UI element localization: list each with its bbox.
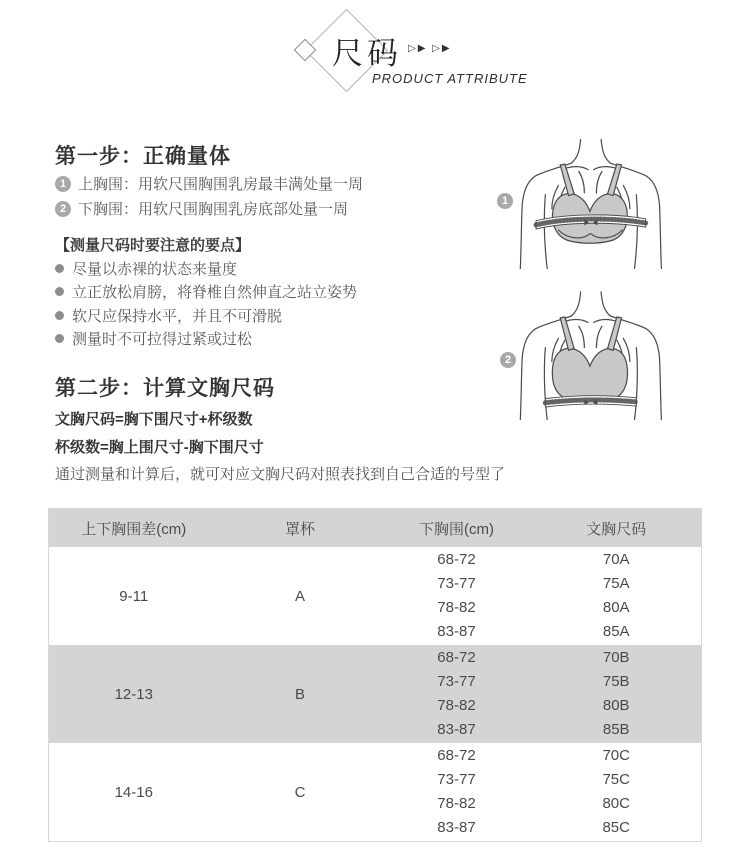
bra-size-value: 80B xyxy=(602,697,630,714)
underbust-value: 78-82 xyxy=(437,697,476,714)
column-header-bra-size: 文胸尺码 xyxy=(586,520,647,538)
bra-size-values xyxy=(531,547,701,645)
page-subtitle: PRODUCT ATTRIBUTE xyxy=(372,71,528,86)
formula-cup-grade: 杯级数=胸上围尺寸-胸下围尺寸 xyxy=(55,439,264,456)
underbust-value: 68-72 xyxy=(437,550,476,568)
column-header-bust-diff: 上下胸围差(cm) xyxy=(81,520,187,538)
note-item-1 xyxy=(55,258,237,279)
underbust-values xyxy=(382,547,532,645)
underbust-value: 68-72 xyxy=(437,746,476,764)
step1-item-1 xyxy=(55,173,363,194)
header-text xyxy=(332,28,528,86)
underbust-value: 73-77 xyxy=(437,672,476,690)
underbust-value: 68-72 xyxy=(437,648,476,666)
table-row-cup-a xyxy=(49,547,701,645)
bra-size-value: 70C xyxy=(602,746,630,764)
step1-heading: 第一步：正确量体 xyxy=(55,145,231,168)
step1-item-1-text: 上胸围：用软尺围胸围乳房最丰满处量一周 xyxy=(78,176,364,193)
step1-item-2 xyxy=(55,198,348,219)
note-item-2 xyxy=(55,281,357,302)
number-2-badge: 2 xyxy=(55,201,71,217)
table-intro-text: 通过测量和计算后，就可对应文胸尺码对照表找到自己合适的号型了 xyxy=(55,466,506,483)
bullet-dot-icon xyxy=(55,264,64,273)
step2-heading: 第二步：计算文胸尺码 xyxy=(55,377,275,400)
diff-value: 12-13 xyxy=(114,685,153,703)
column-header-cup: 罩杯 xyxy=(285,520,316,538)
size-chart-table xyxy=(48,508,702,842)
underbust-values xyxy=(382,743,532,841)
bra-upper-bust-illustration xyxy=(510,139,668,274)
underbust-values xyxy=(382,645,532,743)
underbust-value: 73-77 xyxy=(437,574,476,592)
bra-size-value: 75C xyxy=(602,770,630,788)
bra-under-bust-illustration xyxy=(510,290,668,425)
note-2-text: 立正放松肩膀，将脊椎自然伸直之站立姿势 xyxy=(72,284,358,301)
note-1-text: 尽量以赤裸的状态来量度 xyxy=(72,261,238,278)
bra-size-value: 85C xyxy=(602,819,630,837)
bullet-dot-icon xyxy=(55,311,64,320)
bra-size-value: 85A xyxy=(602,623,630,641)
underbust-value: 78-82 xyxy=(437,795,476,812)
bra-size-values xyxy=(531,743,701,841)
page-title: 尺码 xyxy=(332,36,402,71)
section-header xyxy=(0,0,750,110)
column-header-underbust: 下胸围(cm) xyxy=(418,520,494,538)
underbust-value: 83-87 xyxy=(437,819,476,837)
number-1-badge: 1 xyxy=(55,176,71,192)
diff-value: 9-11 xyxy=(119,587,149,605)
bra-size-value: 70B xyxy=(602,648,630,666)
bra-size-value: 80A xyxy=(602,599,630,616)
underbust-value: 78-82 xyxy=(437,599,476,616)
note-4-text: 测量时不可拉得过紧或过松 xyxy=(72,331,253,348)
table-header-row xyxy=(49,509,701,547)
cup-value: A xyxy=(295,587,306,605)
cup-value: B xyxy=(295,685,306,703)
step1-item-2-text: 下胸围：用软尺围胸围乳房底部处量一周 xyxy=(78,201,349,218)
cup-value: C xyxy=(294,783,306,801)
illustration-1-badge: 1 xyxy=(497,193,513,209)
note-3-text: 软尺应保持水平，并且不可滑脱 xyxy=(72,307,283,325)
formula-bra-size: 文胸尺码=胸下围尺寸+杯级数 xyxy=(55,411,253,428)
illustration-2-badge: 2 xyxy=(500,352,516,368)
underbust-value: 83-87 xyxy=(437,623,476,641)
bra-size-value: 75A xyxy=(602,574,630,592)
bra-size-value: 75B xyxy=(602,672,630,690)
bullet-dot-icon xyxy=(55,334,64,343)
underbust-value: 83-87 xyxy=(437,721,476,739)
underbust-value: 73-77 xyxy=(437,770,476,788)
bra-size-value: 70A xyxy=(602,550,630,568)
note-item-3 xyxy=(55,305,282,326)
diff-value: 14-16 xyxy=(114,783,153,801)
arrow-icons: ▷▶ ▷▶ xyxy=(408,42,452,54)
bra-size-value: 85B xyxy=(602,721,630,739)
note-item-4 xyxy=(55,328,252,349)
notes-heading: 【测量尺码时要注意的要点】 xyxy=(55,237,251,254)
table-row-cup-c xyxy=(49,743,701,841)
bra-size-value: 80C xyxy=(602,795,630,812)
bullet-dot-icon xyxy=(55,287,64,296)
bra-size-values xyxy=(531,645,701,743)
table-row-cup-b xyxy=(49,645,701,743)
